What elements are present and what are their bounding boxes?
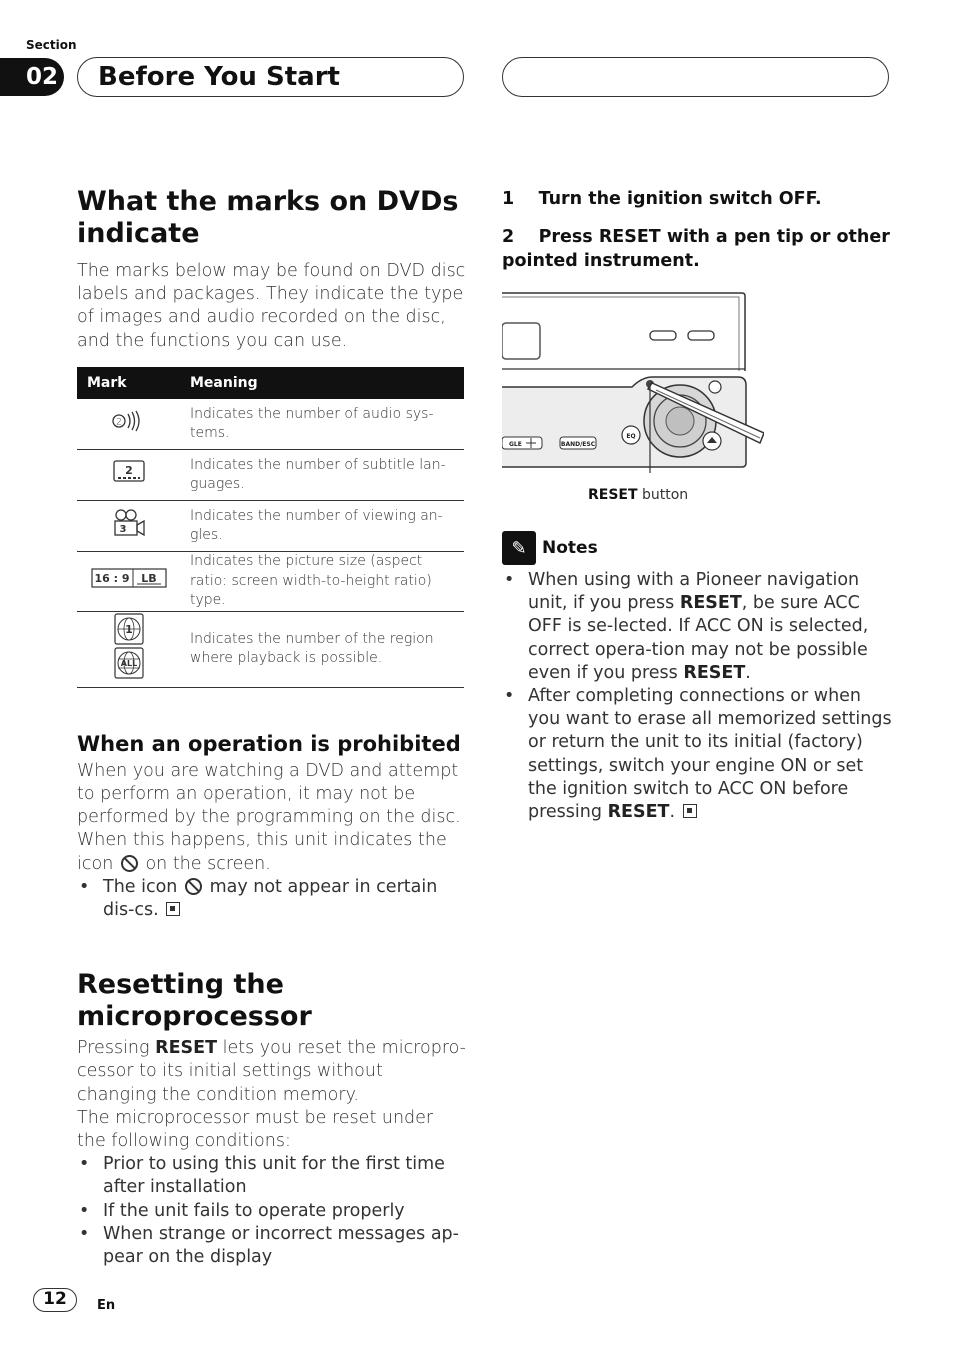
section-number: 02 [0, 58, 64, 96]
reset-p1-bold: RESET [155, 1038, 218, 1059]
reset-bullets [77, 1153, 467, 1269]
reset-paragraph-1 [77, 1037, 467, 1107]
note-text: When using with a Pioneer navigation unit, if you press [528, 570, 860, 614]
step-2 [502, 225, 892, 273]
head-unit-illustration [502, 291, 764, 473]
list-item: • If the unit fails to operate properly [77, 1200, 467, 1223]
prohibited-bullet-before: The icon [103, 876, 178, 897]
note-text: . [745, 662, 751, 683]
reset-paragraph-2: The microprocessor must be reset under the following conditions: [77, 1107, 434, 1152]
note-text: , be sure ACC OFF is se-lected. If ACC ON is selected, correct opera-tion may not be possible even if you press [528, 593, 869, 683]
table-header-row [77, 367, 464, 399]
left-column [77, 186, 467, 1269]
step-1 [502, 187, 892, 211]
list-item [502, 685, 892, 824]
angle-count: 3 [119, 524, 126, 536]
letterbox-text: LB [140, 572, 157, 586]
aspect-ratio-text: 16 : 9 [93, 572, 130, 586]
section-label: Section [26, 38, 77, 52]
marks-table [77, 367, 464, 688]
step-number: 1 [502, 189, 515, 209]
meaning-cell: Indicates the number of viewing an-gles. [180, 501, 464, 552]
subtitle-icon [112, 459, 146, 485]
meaning-cell: Indicates the number of subtitle lan-guages. [180, 450, 464, 501]
marks-title: What the marks on DVDs indicate [77, 186, 459, 249]
subtitle-count: 2 [124, 464, 133, 478]
region-globe-icon [113, 613, 145, 679]
caption-rest: button [642, 487, 689, 503]
prohibited-icon [185, 878, 202, 895]
gle-label: GLE [509, 441, 522, 448]
aspect-ratio-icon [91, 567, 167, 589]
table-row [77, 611, 464, 687]
table-row [77, 552, 464, 612]
end-mark-icon [683, 804, 697, 818]
step-text: Turn the ignition switch OFF. [538, 189, 822, 209]
section-title-box-empty [502, 57, 889, 97]
prohibited-text-after: on the screen. [145, 853, 271, 874]
meaning-cell: Indicates the number of the region where playback is possible. [180, 611, 464, 687]
caption-bold: RESET [588, 487, 638, 503]
notes-header [502, 531, 892, 565]
right-column [502, 187, 892, 824]
reset-figure [502, 291, 762, 503]
section-title: Before You Start [98, 62, 340, 92]
list-item [502, 569, 892, 685]
meaning-cell: Indicates the number of audio sys-tems. [180, 399, 464, 450]
figure-caption [588, 487, 688, 503]
prohibited-text [77, 760, 467, 876]
end-mark-icon [166, 902, 180, 916]
band-esc-label: BAND/ESC [560, 441, 596, 448]
table-row [77, 501, 464, 552]
note-text: After completing connections or when you want to erase all memorized settings or return the unit to its initial (factory) settings, switch your engine ON or set the ignition switch to ACC ON before pressing [528, 686, 892, 823]
note-bold: RESET [607, 802, 670, 823]
prohibited-text-before: When you are watching a DVD and attempt to perform an operation, it may not be performed by the programming on the disc. When this happens, this unit indicates the icon [77, 760, 461, 874]
audio-systems-count: 2 [115, 417, 122, 428]
prohibited-title: When an operation is prohibited [77, 731, 461, 756]
marks-intro: The marks below may be found on DVD disc labels and packages. They indicate the type of images and audio recorded on the disc, and the functions you can use. [77, 261, 466, 351]
notes-list [502, 569, 892, 824]
reset-title: Resetting the microprocessor [77, 969, 312, 1033]
table-row [77, 450, 464, 501]
prohibited-bullets [77, 876, 467, 922]
step-text: Press RESET with a pen tip or other pointed instrument. [502, 227, 890, 271]
meaning-cell: Indicates the picture size (aspect ratio: screen width-to-height ratio) type. [180, 552, 464, 612]
note-bold: RESET [683, 662, 746, 683]
reset-p1-pre: Pressing [77, 1038, 150, 1059]
step-number: 2 [502, 227, 515, 247]
header-mark: Mark [77, 367, 180, 399]
header-meaning: Meaning [180, 367, 464, 399]
notes-title: Notes [542, 538, 598, 558]
prohibited-bullet-after: may not appear in certain dis-cs. [103, 876, 438, 921]
note-text: . [669, 802, 676, 823]
region-all-text: ALL [120, 659, 137, 669]
note-bold: RESET [679, 593, 742, 614]
page-number: 12 [33, 1288, 77, 1312]
list-item: • Prior to using this unit for the first time after installation [77, 1153, 467, 1199]
list-item [77, 876, 467, 922]
reset-p1-post: lets you reset the micropro-cessor to its initial settings without changing the condition memory. [77, 1038, 466, 1105]
language-label: En [97, 1298, 116, 1313]
list-item: • When strange or incorrect messages ap-pear on the display [77, 1223, 467, 1269]
pencil-note-icon: ✎ [502, 531, 536, 565]
eq-button-label: EQ [626, 433, 636, 440]
camera-angle-icon [111, 508, 147, 538]
region-number: 1 [124, 623, 133, 637]
section-title-box [77, 57, 464, 97]
prohibited-icon [121, 855, 138, 872]
table-row [77, 399, 464, 450]
audio-systems-icon [111, 410, 147, 432]
